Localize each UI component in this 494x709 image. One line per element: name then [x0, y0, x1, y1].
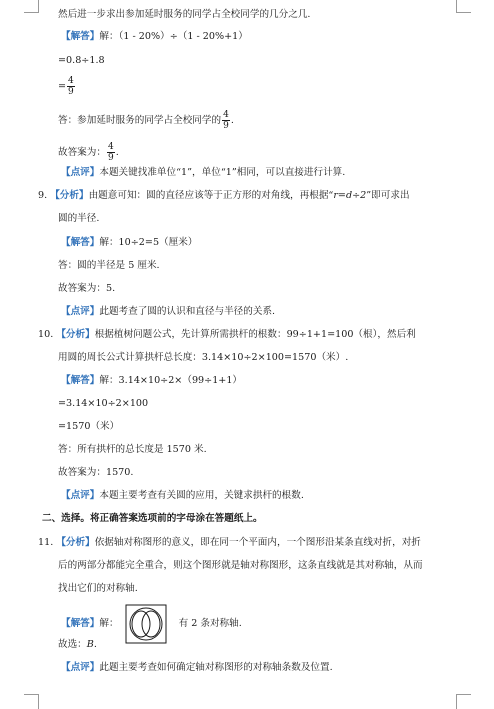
p10-analysis-text: 根据植树问题公式，先计算所需拱杆的根数：99÷1+1=100（根），然后利	[94, 329, 416, 340]
fraction-numerator: 4	[107, 142, 114, 152]
section-2-heading: 二、选择。将正确答案选项前的字母涂在答题纸上。	[42, 513, 263, 524]
p8-analysis-continuation: 然后进一步求出参加延时服务的同学占全校同学的几分之几.	[58, 9, 311, 20]
p10-final-answer: 故答案为：1570.	[58, 467, 134, 478]
p11-analysis-line-1	[38, 536, 421, 550]
p11-analysis-tag: 【分析】	[56, 537, 95, 548]
p9-comment-tag: 【点评】	[61, 306, 100, 317]
p10-number: 10.	[38, 329, 54, 340]
p10-answer-line-2: =3.14×10÷2×100	[58, 398, 149, 409]
crop-mark-top-right	[456, 0, 471, 13]
p11-analysis-line-2: 后的两部分都能完全重合，则这个图形就是轴对称图形，这条直线就是其对称轴，从而	[58, 560, 423, 571]
p11-final-label: 故选：	[58, 639, 87, 650]
p9-final-answer: 故答案为：5.	[58, 283, 116, 294]
p10-answer-statement: 答：所有拱杆的总长度是 1570 米.	[58, 444, 207, 455]
p11-analysis-line-3: 找出它们的对称轴.	[58, 583, 138, 594]
figure-left-arc	[132, 611, 150, 637]
crop-mark-bottom-left	[24, 694, 39, 709]
p9-analysis-tag: 【分析】	[50, 190, 89, 201]
p10-comment	[61, 489, 304, 503]
p10-analysis-tag: 【分析】	[56, 329, 95, 340]
p9-analysis-text-a: 由题意可知：圆的直径应该等于正方形的对角线，再根据“	[88, 190, 334, 201]
p8-final-answer	[58, 142, 119, 163]
p8-comment-text: 本题关键找准单位“1”，单位“1”相同，可以直接进行计算.	[99, 167, 346, 178]
p8-equals: =	[58, 81, 67, 92]
p10-answer-text: 解：3.14×10÷2×（99÷1+1）	[99, 375, 243, 386]
crop-mark-top-left	[24, 0, 39, 13]
p8-statement-text: 答：参加延时服务的同学占全校同学的	[58, 115, 222, 126]
p11-comment	[61, 661, 333, 675]
fraction-denominator: 9	[223, 121, 229, 131]
p10-answer-line-1	[61, 374, 242, 388]
p11-final-period: .	[93, 639, 97, 650]
p9-number: 9.	[38, 190, 48, 201]
p10-analysis-line-2: 用圆的周长公式计算拱杆总长度：3.14×10÷2×100=1570（米）.	[58, 352, 349, 363]
p9-comment-text: 此题考查了圆的认识和直径与半径的关系.	[99, 306, 276, 317]
p11-comment-text: 此题主要考查如何确定轴对称图形的对称轴条数及位置.	[99, 662, 333, 673]
p8-comment	[61, 166, 345, 180]
figure-right-arc	[142, 611, 160, 637]
p11-final-answer	[58, 638, 97, 652]
p9-analysis-text-b: ”即可求出	[366, 190, 410, 201]
p8-answer-text: 解：（1 - 20%）÷（1 - 20%+1）	[99, 31, 248, 42]
p8-statement-period: .	[230, 115, 234, 126]
p10-answer-tag: 【解答】	[61, 375, 100, 386]
p10-answer-line-3: =1570（米）	[58, 421, 120, 432]
p11-answer-prefix: 解：	[99, 618, 119, 629]
p9-answer-text: 解：10÷2=5（厘米）	[99, 237, 198, 248]
p10-analysis-line-1	[38, 328, 416, 342]
p10-comment-text: 本题主要考查有关圆的应用，关键求拱杆的根数.	[99, 490, 304, 501]
p8-answer-line-2: =0.8÷1.8	[58, 55, 105, 66]
p9-answer-statement: 答：圆的半径是 5 厘米.	[58, 260, 160, 271]
p8-final-fraction	[107, 142, 115, 163]
p9-answer-tag: 【解答】	[61, 237, 100, 248]
p9-comment	[61, 305, 275, 319]
fraction-numerator: 4	[68, 76, 74, 86]
p11-analysis-text: 依据轴对称图形的意义，即在同一个平面内，一个图形沿某条直线对折，对折	[94, 537, 421, 548]
p11-number: 11.	[38, 537, 54, 548]
fraction-denominator: 9	[107, 153, 114, 163]
p8-final-period: .	[115, 147, 119, 158]
fraction-denominator: 9	[68, 87, 74, 97]
p8-final-label: 故答案为：	[58, 147, 106, 158]
p8-answer-statement	[58, 110, 234, 131]
symmetry-figure	[125, 604, 167, 644]
p8-fraction-result	[67, 76, 75, 97]
p8-comment-tag: 【点评】	[61, 167, 100, 178]
p8-answer-line-1	[61, 30, 248, 44]
p11-answer-suffix: 有 2 条对称轴.	[178, 618, 242, 629]
p9-analysis-line-1	[38, 189, 410, 203]
p9-answer-line-1	[61, 236, 197, 250]
p8-answer-line-3	[58, 76, 76, 97]
p10-comment-tag: 【点评】	[61, 490, 100, 501]
p8-statement-fraction	[222, 110, 230, 131]
p11-final-choice: B	[86, 639, 94, 650]
p8-answer-tag: 【解答】	[61, 31, 100, 42]
p11-comment-tag: 【点评】	[61, 662, 100, 673]
crop-mark-bottom-right	[456, 694, 471, 709]
p9-formula: r=d÷2	[333, 190, 367, 201]
p11-answer-tag: 【解答】	[61, 618, 100, 629]
fraction-numerator: 4	[223, 110, 229, 120]
p9-analysis-line-2: 圆的半径.	[58, 213, 100, 224]
